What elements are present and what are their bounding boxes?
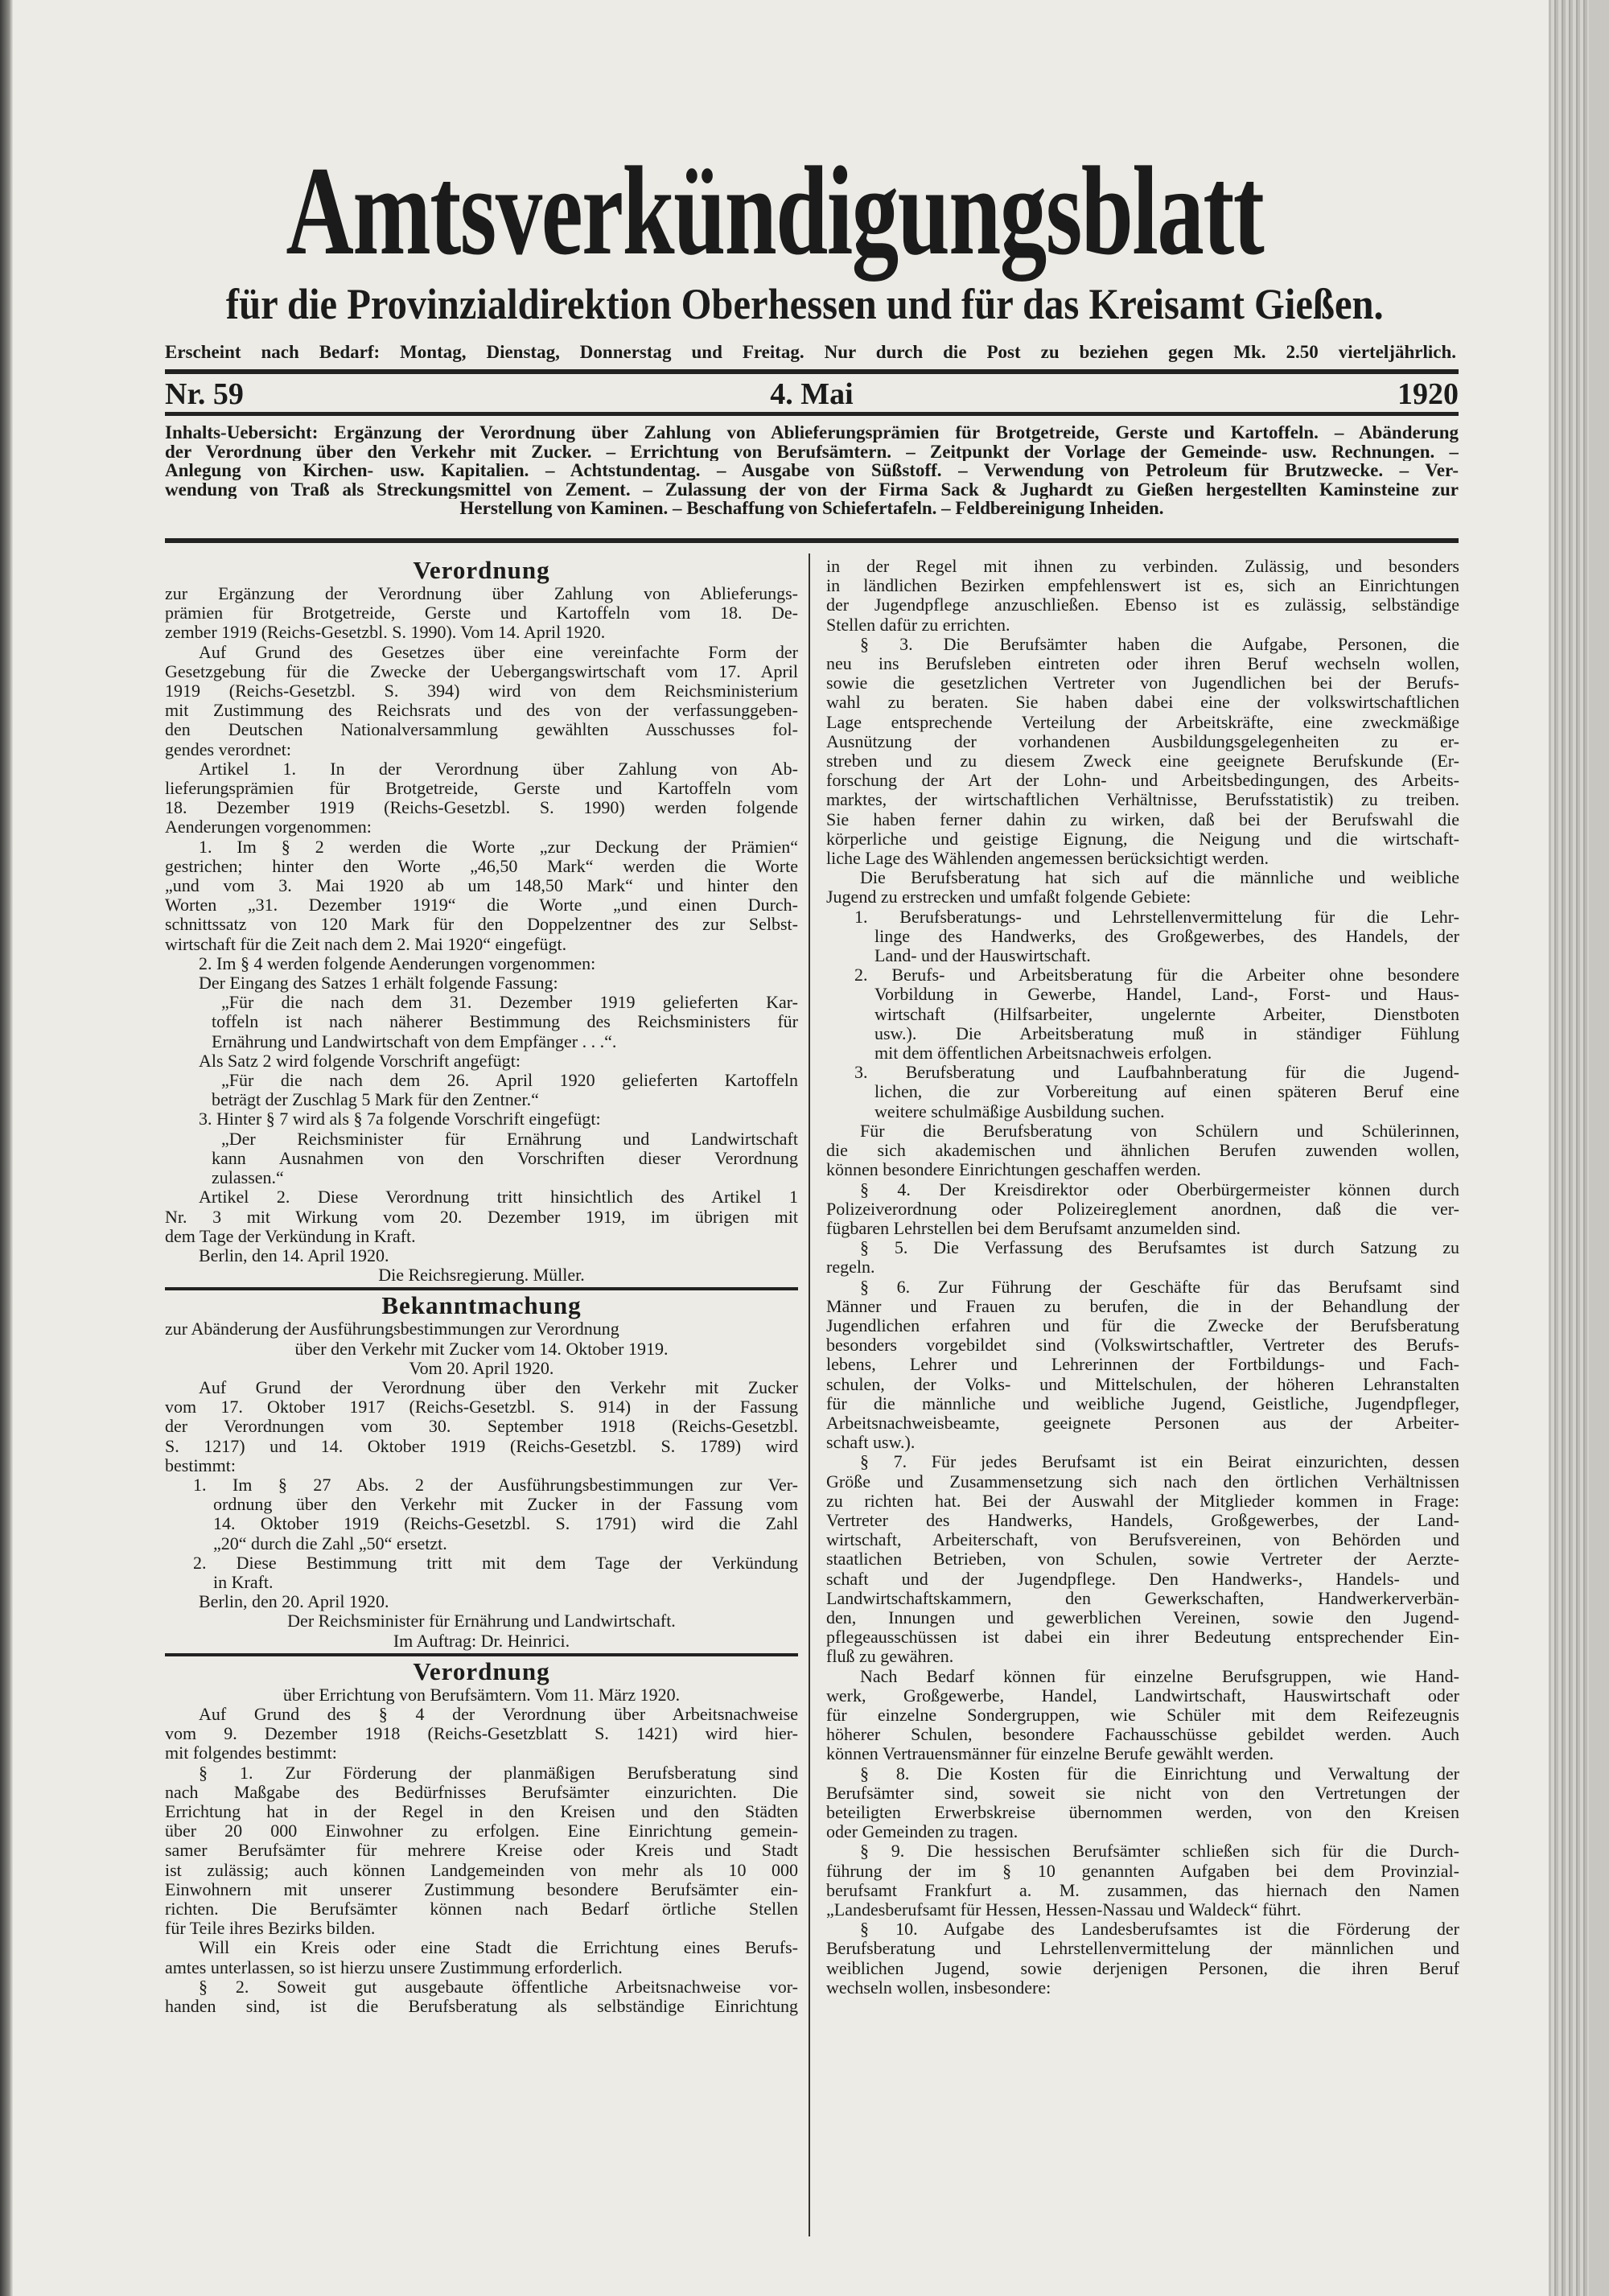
paragraph [826, 1180, 1459, 1239]
paragraph [165, 1071, 798, 1109]
text-line: 18. Dezember 1919 (Reichs-Gesetzbl. S. 1990) werden folgende [165, 797, 798, 818]
text-line: Nr. 3 mit Wirkung vom 20. Dezember 1919, im übrigen mit [165, 1206, 798, 1227]
text-line: oder Gemeinden zu tragen. [826, 1821, 1018, 1842]
paragraph [826, 1452, 1459, 1666]
paragraph [826, 557, 1459, 635]
contents-line: Herstellung von Kaminen. – Beschaffung von Schiefertafeln. – Feldbereinigung Inheiden. [459, 499, 1164, 518]
section-rule [165, 1653, 798, 1656]
text-line: Gesetzgebung für die Zwecke der Uebergangswirtschaft vom 17. April [165, 660, 798, 681]
text-line: Jugend zu erstrecken und umfaßt folgende Gebiete: [826, 887, 1191, 907]
issue-year: 1920 [1397, 377, 1459, 411]
text-line: zur Ergänzung der Verordnung über Zahlung von Ablieferungs- [165, 583, 798, 603]
paragraph [165, 1109, 798, 1129]
text-line: weitere schulmäßige Ausbildung suchen. [874, 1101, 1165, 1121]
text-line: zulassen.“ [212, 1167, 284, 1188]
text-line: § 1. Zur Förderung der planmäßigen Berufsberatung sind [199, 1762, 798, 1783]
text-line: Als Satz 2 wird folgende Vorschrift angefügt: [199, 1050, 521, 1071]
contents-line: Inhalts-Uebersicht: Ergänzung der Verordnung über Zahlung von Ablieferungsprämien für Brotgetreide, Gerste und Kartoffeln. – Abänderung [165, 423, 1459, 442]
paragraph [165, 643, 798, 759]
text-line: § 5. Die Verfassung des Berufsamtes ist durch Satzung zu [860, 1237, 1459, 1258]
masthead-title-text: Amtsverkündigungsblatt [286, 141, 1263, 282]
text-line: lichen, die zur Vorbereitung auf einen späteren Beruf eine [874, 1081, 1459, 1102]
centered-text [165, 1265, 798, 1285]
centered-text [165, 1339, 798, 1378]
issue-rule [165, 412, 1459, 416]
text-line: richten. Die Berufsämter können nach Bedarf örtliche Stellen [165, 1899, 798, 1919]
text-line: Einwohnern mit unserer Zustimmung besondere Berufsämter ein- [165, 1878, 798, 1899]
text-line: marktes, der wirtschaftlichen Verhältnisse, Berufsstatistik) zu treiben. [826, 789, 1459, 810]
text-line: Errichtung hat in der Regel in den Kreisen und den Städten [165, 1800, 798, 1821]
text-line: wahl zu beraten. Sie haben dabei eine der volkswirtschaftlichen [826, 692, 1459, 713]
text-line: § 9. Die hessischen Berufsämter schließen sich für die Durch- [860, 1841, 1459, 1862]
issue-line [165, 378, 1459, 410]
paragraph [826, 1841, 1459, 1920]
text-line: Sie haben ferner dahin zu wirken, daß bei der Berufswahl die [826, 809, 1459, 829]
text-line: mit Zustimmung des Reichsrats und des von der verfassunggeben- [165, 700, 798, 721]
text-line: in der Regel mit ihnen zu verbinden. Zulässig, und besonders [826, 556, 1459, 576]
paragraph [165, 1592, 798, 1611]
paragraph [165, 1938, 798, 1977]
text-line: über Errichtung von Berufsämtern. Vom 11. März 1920. [282, 1684, 681, 1705]
column-divider [809, 553, 810, 2236]
text-line: Will ein Kreis oder eine Stadt die Errichtung eines Berufs- [199, 1937, 798, 1958]
text-line: Der Eingang des Satzes 1 erhält folgende Fassung: [199, 973, 558, 994]
text-line: Im Auftrag: Dr. Heinrici. [393, 1630, 570, 1651]
text-line: usw.). Die Arbeitsberatung muß in ständiger Fühlung [874, 1023, 1459, 1043]
book-binding-edge [0, 0, 13, 2296]
text-line: § 10. Aufgabe des Landesberufsamtes ist die Förderung der [860, 1919, 1459, 1940]
text-line: Polizeiverordnung oder Polizeireglement anordnen, daß die ver- [826, 1198, 1459, 1219]
text-line: „Für die nach dem 31. Dezember 1919 gelieferten Kar- [221, 992, 798, 1013]
text-line: Vorbildung in Gewerbe, Handel, Land-, Forst- und Haus- [874, 984, 1459, 1005]
text-line: S. 1217) und 14. Oktober 1919 (Reichs-Gesetzbl. S. 1789) wird [165, 1435, 798, 1456]
masthead-subtitle-text: für die Provinzialdirektion Oberhessen und für das Kreisamt Gießen. [225, 280, 1384, 328]
text-line: samer Berufsämter für mehrere Kreise oder Kreis und Stadt [165, 1840, 798, 1861]
text-line: Jugendlichen erfahren und für die Zwecke der Berufsberatung [826, 1315, 1459, 1335]
text-line: Auf Grund der Verordnung über den Verkehr mit Zucker [199, 1376, 798, 1397]
paragraph [826, 1063, 1459, 1121]
issue-number: Nr. 59 [165, 377, 244, 411]
text-line: Auf Grund des § 4 der Verordnung über Arbeitsnachweise [199, 1703, 798, 1724]
text-line: pflegeausschüssen ist dabei ein ihrer Bedeutung entsprechender Ein- [826, 1627, 1459, 1648]
text-line: höherer Schulen, besondere Fachausschüsse gebildet werden. Auch [826, 1724, 1459, 1745]
text-line: staatlichen Betrieben, von Schulen, sowie Vertreter der Aerzte- [826, 1549, 1459, 1570]
text-line: schnittssatz von 120 Mark für den Doppelzentner des zur Selbst- [165, 914, 798, 935]
paragraph [826, 868, 1459, 907]
text-line: Auf Grund des Gesetzes über eine vereinfachte Form der [199, 641, 798, 662]
paragraph [826, 635, 1459, 868]
text-line: ist zulässig; auch können Landgemeinden von mehr als 10 000 [165, 1859, 798, 1880]
centered-text [165, 1611, 798, 1650]
text-line: führung der im § 10 genannten Aufgaben bei dem Provinzial- [826, 1860, 1459, 1881]
text-line: liche Lage des Wählenden angemessen berücksichtigt werden. [826, 848, 1269, 869]
text-line: über 20 000 Einwohner zu erfolgen. Eine Einrichtung gemein- [165, 1821, 798, 1841]
text-line: vom 9. Dezember 1918 (Reichs-Gesetzblatt S. 1421) wird hier- [165, 1723, 798, 1744]
text-line: lieferungsprämien für Brotgetreide, Gerste und Kartoffeln vom [165, 778, 798, 799]
paragraph [826, 1278, 1459, 1453]
text-line: 1919 (Reichs-Gesetzbl. S. 394) wird von dem Reichsministerium [165, 681, 798, 702]
text-line: sowie die gesetzlichen Vertreter von Jugendlichen bei der Berufs- [826, 673, 1459, 693]
text-line: wirtschaft für die Zeit nach dem 2. Mai 1920“ eingefügt. [165, 933, 567, 954]
text-line: Ernährung und Landwirtschaft von dem Empfänger . . .“. [212, 1031, 617, 1051]
text-line: „20“ durch die Zahl „50“ ersetzt. [213, 1533, 447, 1553]
text-line: Berufsämter sind, soweit sie nicht von den Vertretungen der [826, 1782, 1459, 1803]
text-line: besonders vorgebildet sind (Volkswirtschaftler, Vertreter des Berufs- [826, 1335, 1459, 1356]
text-line: Berlin, den 14. April 1920. [199, 1245, 389, 1265]
contents-rule [165, 538, 1459, 543]
text-line: 2. Diese Bestimmung tritt mit dem Tage der Verkündung [193, 1552, 798, 1573]
paragraph [826, 907, 1459, 966]
text-line: § 3. Die Berufsämter haben die Aufgabe, Personen, die [860, 633, 1459, 654]
paragraph [165, 1187, 798, 1246]
text-line: Land- und der Hauswirtschaft. [874, 945, 1091, 966]
text-line: Nach Bedarf können für einzelne Berufsgruppen, wie Hand- [860, 1665, 1459, 1686]
text-line: nach Maßgabe des Bedürfnisses Berufsämter einzurichten. Die [165, 1781, 798, 1802]
text-line: wirtschaft (Hilfsarbeiter, ungelernte Arbeiter, Dienstboten [874, 1003, 1459, 1024]
text-line: 14. Oktober 1919 (Reichs-Gesetzbl. S. 1791) wird die Zahl [213, 1513, 798, 1534]
paragraph [165, 973, 798, 993]
left-column [165, 557, 798, 2016]
text-line: berufsamt Frankfurt a. M. zusammen, das hiernach den Namen [826, 1879, 1459, 1900]
text-line: „Für die nach dem 26. April 1920 gelieferten Kartoffeln [221, 1070, 798, 1091]
text-line: zember 1919 (Reichs-Gesetzbl. S. 1990). Vom 14. April 1920. [165, 622, 606, 643]
text-line: der Jugendpflege anzuschließen. Ebenso ist es zulässig, selbständige [826, 595, 1459, 615]
text-line: über den Verkehr mit Zucker vom 14. Oktober 1919. [294, 1338, 669, 1359]
text-line: Größe und Zusammensetzung sich nach den örtlichen Verhältnissen [826, 1471, 1459, 1492]
text-line: „Der Reichsminister für Ernährung und Landwirtschaft [221, 1128, 798, 1149]
text-line: körperliche und geistige Eignung, die Neigung und die wirtschaft- [826, 828, 1459, 849]
text-line: lebens, Lehrer und Lehrerinnen der Fortbildungs- und Fach- [826, 1354, 1459, 1375]
text-line: kann Ausnahmen von den Vorschriften dieser Verordnung [212, 1147, 798, 1168]
paragraph [165, 584, 798, 643]
right-column [826, 557, 1459, 1998]
text-line: Lage entsprechende Verteilung der Arbeitskräfte, eine zweckmäßige [826, 711, 1459, 732]
text-line: können besondere Einrichtungen geschaffen werden. [826, 1159, 1201, 1180]
text-line: Vom 20. April 1920. [409, 1357, 554, 1378]
text-line: in Kraft. [213, 1571, 274, 1592]
text-line: vom 17. Oktober 1917 (Reichs-Gesetzbl. S. 914) in der Fassung [165, 1397, 798, 1418]
contents-line: Anlegung von Kirchen- usw. Kapitalien. – Achtstundentag. – Ausgabe von Süßstoff. – Verwendung von Petroleum für Brutzwecke. – Ver- [165, 461, 1459, 480]
contents-line: wendung von Traß als Streckungsmittel von Zement. – Zulassung der von der Firma Sack & Jughardt zu Gießen hergestellten Kaminsteine zur [165, 479, 1459, 499]
text-line: linge des Handwerks, des Großgewerbes, des Handels, der [874, 925, 1459, 946]
text-line: Vertreter des Handwerks, Handels, Großgewerbes, der Land- [826, 1509, 1459, 1530]
text-line: Stellen dafür zu errichten. [826, 614, 1010, 635]
text-line: Männer und Frauen zu berufen, die in der Behandlung der [826, 1295, 1459, 1316]
text-line: der Verordnungen vom 30. September 1918 (Reichs-Gesetzbl. [165, 1416, 798, 1437]
text-line: dem Tage der Verkündung in Kraft. [165, 1225, 416, 1246]
text-line: schulen, der Volks- und Mittelschulen, der höheren Lehranstalten [826, 1373, 1459, 1394]
issue-date: 4. Mai [770, 377, 854, 411]
text-line: Berufsberatung und Lehrstellenvermittelung der männlichen und [826, 1938, 1459, 1959]
text-line: § 2. Soweit gut ausgebaute öffentliche Arbeitsnachweise vor- [199, 1976, 798, 1997]
paragraph [165, 1246, 798, 1265]
paragraph [165, 1705, 798, 1763]
text-line: für einzelne Sondergruppen, wie Schüler mit dem Reifezeugnis [826, 1704, 1459, 1725]
text-line: handen sind, ist die Berufsberatung als selbständige Einrichtung [165, 1996, 798, 2017]
paragraph [165, 1051, 798, 1071]
text-line: 2. Im § 4 werden folgende Aenderungen vorgenommen: [199, 953, 596, 973]
paragraph [165, 1763, 798, 1939]
text-line: amtes unterlassen, so ist hierzu unsere Zustimmung erforderlich. [165, 1957, 623, 1977]
paragraph [826, 1667, 1459, 1764]
text-line: Die Reichsregierung. Müller. [378, 1265, 585, 1286]
text-line: Aenderungen vorgenommen: [165, 817, 372, 837]
text-line: schaft usw.). [826, 1432, 916, 1453]
text-line: § 4. Der Kreisdirektor oder Oberbürgermeister können durch [860, 1179, 1459, 1199]
text-line: wechseln wollen, insbesondere: [826, 1977, 1051, 1998]
text-line: Die Berufsberatung hat sich auf die männliche und weibliche [860, 867, 1459, 888]
text-line: den Deutschen Nationalversammlung gewählten Ausschusses fol- [165, 719, 798, 740]
text-line: Der Reichsminister für Ernährung und Landwirtschaft. [287, 1611, 676, 1631]
text-line: forschung der Art der Lohn- und Arbeitsbedingungen, des Arbeits- [826, 770, 1459, 791]
text-line: zur Abänderung der Ausführungsbestimmungen zur Verordnung [165, 1319, 619, 1339]
paragraph [826, 965, 1459, 1063]
paragraph [165, 1378, 798, 1475]
text-line: 1. Berufsberatungs- und Lehrstellenvermittelung für die Lehr- [854, 906, 1459, 927]
text-line: Artikel 2. Diese Verordnung tritt hinsichtlich des Artikel 1 [199, 1187, 798, 1208]
text-line: werk, Großgewerbe, Handel, Landwirtschaft, Hauswirtschaft oder [826, 1685, 1459, 1706]
text-line: für Teile ihres Bezirks bilden. [165, 1918, 376, 1939]
text-line: prämien für Brotgetreide, Gerste und Kartoffeln vom 18. De- [165, 603, 798, 623]
paragraph [165, 1319, 798, 1339]
text-line: beteiligten Erwerbskreise übernommen werden, von den Kreisen [826, 1802, 1459, 1822]
text-line: Landwirtschaftskammern, den Gewerkschaften, Handwerkerverbän- [826, 1587, 1459, 1608]
text-line: 3. Berufsberatung und Laufbahnberatung für die Jugend- [854, 1062, 1459, 1083]
text-line: gestrichen; hinter den Worte „46,50 Mark“ werden die Worte [165, 855, 798, 876]
header-rule [165, 369, 1459, 374]
text-line: mit folgendes bestimmt: [165, 1743, 337, 1763]
paragraph [826, 1121, 1459, 1180]
text-line: § 8. Die Kosten für die Einrichtung und Verwaltung der [860, 1763, 1459, 1784]
paragraph [165, 1475, 798, 1553]
text-line: „und vom 3. Mai 1920 ab um 148,50 Mark“ und hinter den [165, 875, 798, 896]
text-line: ordnung über den Verkehr mit Zucker in der Fassung vom [213, 1494, 798, 1515]
text-line: 1. Im § 2 werden die Worte „zur Deckung der Prämien“ [199, 836, 798, 857]
publication-note: Erscheint nach Bedarf: Montag, Dienstag, Donnerstag und Freitag. Nur durch die Post zu beziehen gegen Mk. 2.50 vierteljährlich. [165, 342, 1456, 362]
text-line: regeln. [826, 1257, 875, 1278]
text-line: wirtschaft, Arbeiterschaft, von Berufsvereinen, von Behörden und [826, 1529, 1459, 1550]
text-line: Worten „31. Dezember 1919“ die Worte „und einen Durch- [165, 895, 798, 916]
text-line: „Landesberufsamt für Hessen, Hessen-Nassau und Waldeck“ führt. [826, 1899, 1302, 1920]
text-line: zu richten hat. Bei der Auswahl der Mitglieder kommen in Frage: [826, 1490, 1459, 1511]
text-line: Für die Berufsberatung von Schülern und Schülerinnen, [860, 1120, 1459, 1141]
paragraph [826, 1764, 1459, 1842]
text-line: 2. Berufs- und Arbeitsberatung für die Arbeiter ohne besondere [854, 965, 1459, 985]
text-line: den, Innungen und gewerblichen Vereinen, sowie den Jugend- [826, 1607, 1459, 1627]
text-line: die sich akademischen und ähnlichen Berufen zuwenden wollen, [826, 1140, 1459, 1161]
section-heading: Verordnung [413, 1656, 550, 1685]
text-line: beträgt der Zuschlag 5 Mark für den Zentner.“ [212, 1089, 539, 1110]
paragraph [165, 993, 798, 1051]
text-line: schaft und der Jugendpflege. Den Handwerks-, Handels- und [826, 1568, 1459, 1589]
contents-line: der Verordnung über den Verkehr mit Zucker. – Errichtung von Berufsämtern. – Zeitpunkt der Vorlage der Gemeinde- usw. Rechnungen. – [165, 442, 1459, 461]
text-line: toffeln ist nach näherer Bestimmung des Reichsministers für [212, 1011, 798, 1032]
text-line: mit dem öffentlichen Arbeitsnachweis erfolgen. [874, 1043, 1212, 1064]
text-line: in ländlichen Bezirken empfehlenswert ist es, sich an Einrichtungen [826, 575, 1459, 596]
paragraph [826, 1238, 1459, 1277]
text-line: können Vertrauensmänner für einzelne Berufe gewählt werden. [826, 1743, 1274, 1764]
paragraph [165, 837, 798, 954]
book-cover-edge [1589, 0, 1609, 2296]
masthead-title [0, 143, 1549, 280]
paragraph [165, 759, 798, 837]
text-line: weiblichen Jugend, sowie derjenigen Personen, die ihren Beruf [826, 1957, 1459, 1978]
text-line: 3. Hinter § 7 wird als § 7a folgende Vorschrift eingefügt: [199, 1109, 601, 1129]
text-line: 1. Im § 27 Abs. 2 der Ausführungsbestimmungen zur Ver- [193, 1474, 798, 1495]
text-line: fügbaren Lehrstellen bei dem Berufsamt anzumelden sind. [826, 1217, 1241, 1238]
paragraph [165, 954, 798, 973]
table-of-contents [165, 423, 1459, 518]
text-line: neu ins Berufsleben eintreten oder ihren Beruf wechseln wollen, [826, 653, 1459, 674]
paragraph [826, 1920, 1459, 1998]
text-line: Arbeitsnachweisbeamte, geeignete Personen aus der Arbeiter- [826, 1412, 1459, 1433]
text-line: Berlin, den 20. April 1920. [199, 1591, 389, 1612]
section-heading: Verordnung [413, 556, 550, 584]
text-line: Artikel 1. In der Verordnung über Zahlung von Ab- [199, 758, 798, 779]
text-line: streben und zu diesem Zweck eine geeignete Berufskunde (Er- [826, 751, 1459, 772]
text-line: bestimmt: [165, 1455, 236, 1475]
section-heading: Bekanntmachung [381, 1291, 582, 1320]
paragraph [165, 1977, 798, 2016]
text-line: § 6. Zur Führung der Geschäfte für das Berufsamt sind [860, 1276, 1459, 1297]
section-rule [165, 1287, 798, 1290]
text-line: gendes verordnet: [165, 739, 291, 759]
text-line: fluß zu gewähren. [826, 1646, 954, 1667]
text-line: § 7. Für jedes Berufsamt ist ein Beirat einzurichten, dessen [860, 1451, 1459, 1472]
masthead-subtitle [0, 278, 1609, 331]
paragraph [165, 1553, 798, 1592]
text-line: für die männliche und weibliche Jugend, Geistliche, Jugendpfleger, [826, 1393, 1459, 1413]
centered-text [165, 1685, 798, 1705]
text-line: Ausnützung der vorhandenen Ausbildungsgelegenheiten zu er- [826, 730, 1459, 751]
paragraph [165, 1129, 798, 1188]
